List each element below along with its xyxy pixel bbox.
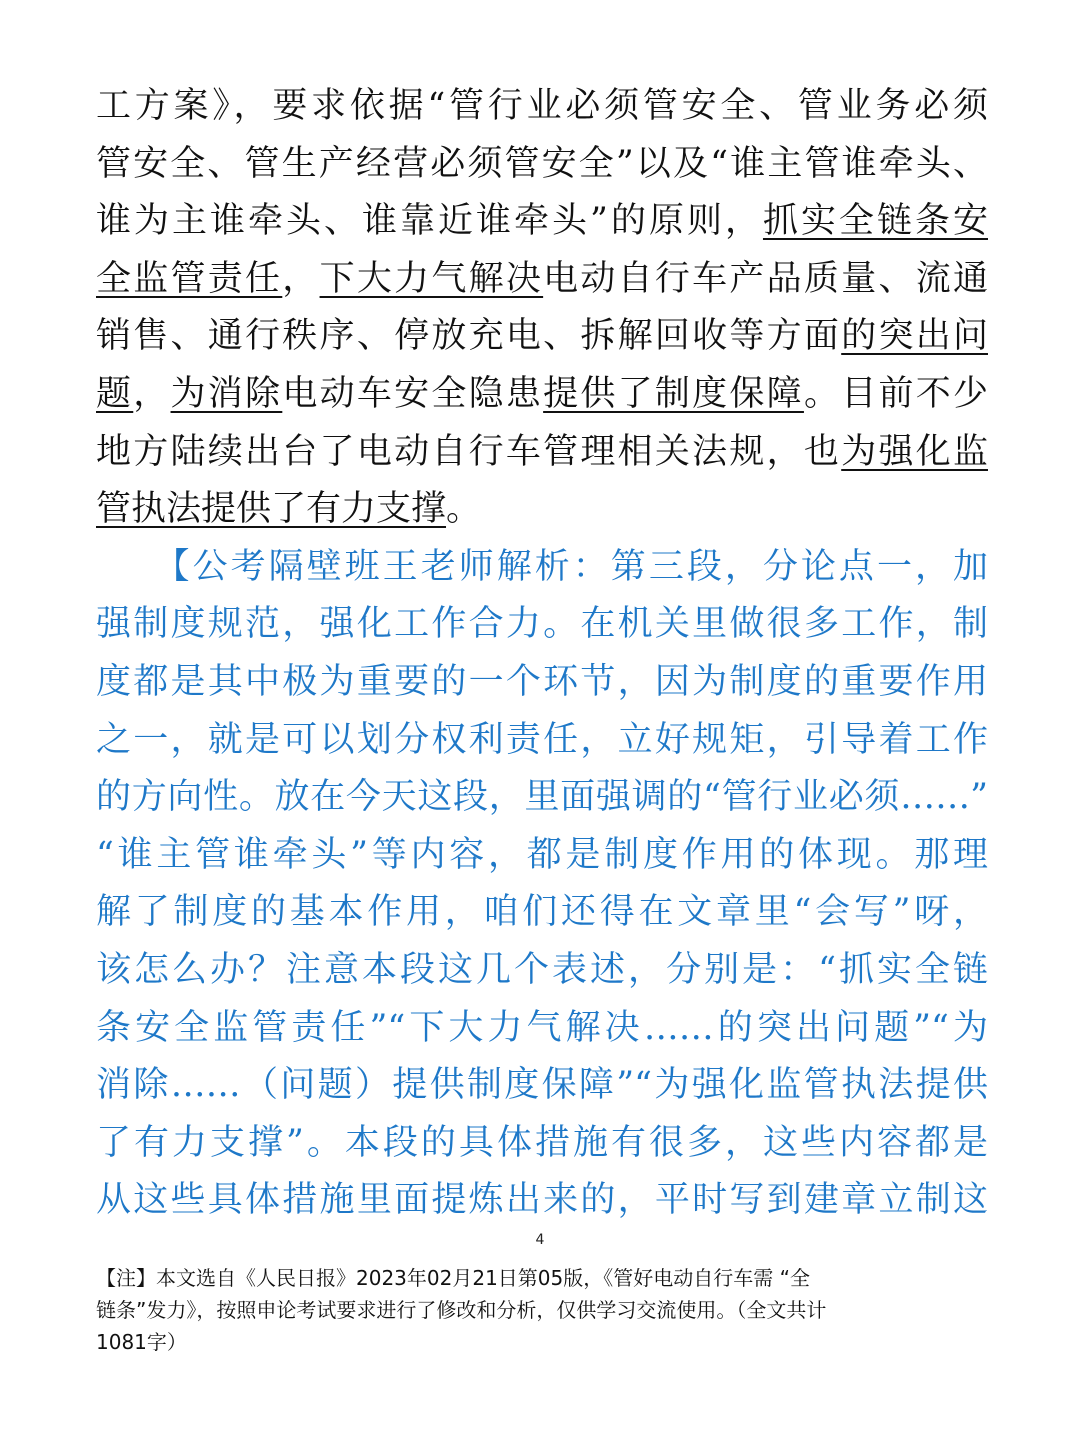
underlined-text: 抓实全链条安: [762, 201, 988, 242]
analysis-line: 【公考隔壁班王老师解析：第三段，分论点一，加: [96, 546, 988, 587]
analysis-line: 解了制度的基本作用，咱们还得在文章里“会写”呀，: [96, 892, 988, 933]
underlined-text: 下大力气解决: [319, 258, 544, 299]
analysis-line: 度都是其中极为重要的一个环节，因为制度的重要作用: [96, 661, 988, 702]
footnote-line: 链条”发力》，按照申论考试要求进行了修改和分析，仅供学习交流使用。（全文共计: [96, 1298, 827, 1322]
underlined-text: 管执法提供了有力支撑: [96, 489, 447, 530]
analysis-block: [96, 539, 988, 1230]
analysis-line: 的方向性。放在今天这段，里面强调的“管行业必须……”: [96, 777, 988, 818]
analysis-line: 条安全监管责任”“下大力气解决……的突出问题”“为: [96, 1007, 988, 1048]
body-text: 电动自行车产品质量、流通: [543, 258, 988, 299]
body-text: 工方案》，要求依据“管行业必须管安全、管业务必须: [96, 86, 988, 126]
body-text: 谁为主谁牵头、谁靠近谁牵头”的原则，: [96, 201, 763, 242]
body-line: [96, 193, 988, 251]
analysis-line: 强制度规范，强化工作合力。在机关里做很多工作，制: [96, 604, 988, 645]
body-text: 。: [446, 489, 482, 530]
body-line: [96, 308, 988, 366]
analysis-line: 之一，就是可以划分权利责任，立好规矩，引导着工作: [96, 719, 988, 760]
body-text: ，: [282, 258, 320, 299]
body-text: 地方陆续出台了电动自行车管理相关法规，也: [96, 431, 842, 472]
footnote-line: 【注】本文选自《人民日报》2023年02月21日第05版，《管好电动自行车需 “全: [96, 1266, 810, 1290]
page-number: 4: [535, 1232, 545, 1248]
analysis-line: “谁主管谁牵头”等内容，都是制度作用的体现。那理: [96, 834, 988, 875]
body-text: ，: [133, 373, 171, 414]
body-text: 。目前不少: [803, 373, 988, 414]
body-line: [96, 424, 988, 482]
underlined-text: 为强化监: [841, 431, 988, 472]
body-text: 销售、通行秩序、停放充电、拆解回收等方面: [96, 316, 842, 357]
footnote-line: 1081字）: [96, 1330, 187, 1354]
analysis-line: 消除……（问题）提供制度保障”“为强化监管执法提供: [96, 1065, 988, 1106]
body-line: [96, 136, 988, 194]
body-line: [96, 78, 988, 136]
footnote: [96, 1262, 988, 1358]
body-text: 管安全、管生产经营必须管安全”以及“谁主管谁牵头、: [96, 143, 988, 184]
analysis-line: 从这些具体措施里面提炼出来的，平时写到建章立制这: [96, 1180, 988, 1221]
underlined-text: 提供了制度保障: [543, 373, 804, 414]
body-line: [96, 251, 988, 309]
body-text: 电动车安全隐患: [282, 373, 544, 414]
body-line: [96, 366, 988, 424]
body-line: [96, 481, 988, 539]
analysis-line: 该怎么办？注意本段这几个表述，分别是：“抓实全链: [96, 949, 988, 990]
underlined-text: 题: [96, 373, 134, 414]
underlined-text: 全监管责任: [96, 258, 283, 299]
underlined-text: 的突出问: [841, 316, 988, 357]
analysis-line: 了有力支撑”。本段的具体措施有很多，这些内容都是: [96, 1122, 988, 1163]
underlined-text: 为消除: [170, 373, 283, 414]
document-body: [96, 78, 988, 1230]
